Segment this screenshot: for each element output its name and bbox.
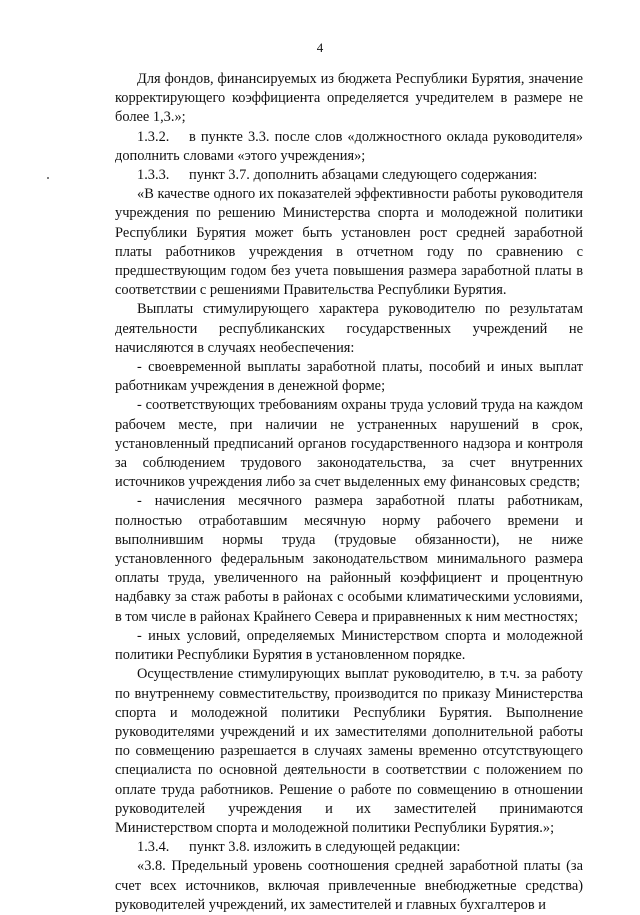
item-number: 1.3.4. — [137, 839, 170, 856]
list-item-other-conditions: - иных условий, определяемых Министерством спорта и молодежной политики Республики Бурятия в установленном порядке. — [115, 627, 583, 664]
paragraph-fund-coefficient: Для фондов, финансируемых из бюджета Республики Бурятия, значение корректирующего коэффициента определяется учредителем в размере не более 1,3.»; — [115, 71, 583, 126]
paragraph-bonus-payments-order: Осуществление стимулирующих выплат руководителю, в т.ч. за работу по внутреннему совместительству, производится по приказу Министерства спорта и молодежной политики Республики Бурятия. Выполнение руководителями учреждений и их заместителями дополнительной работы по совмещению разрешается в случаях замены временно отсутствующего специалиста по основной деятельности в соответствии с положением по оплате труда работников. Решение о работе по совмещению в отношении руководителей учреждения и их заместителей принимаются Министерством спорта и молодежной политики Республики Бурятия.»; — [115, 666, 583, 836]
list-item-timely-payment: - своевременной выплаты заработной платы, пособий и иных выплат работникам учреждения в денежной форме; — [115, 359, 583, 395]
item-text: в пункте 3.3. после слов «должностного оклада руководителя» дополнить словами «этого учреждения»; — [115, 128, 583, 164]
paragraph-item-1-3-4 — [115, 838, 583, 857]
document-body — [115, 70, 583, 915]
paragraph-item-1-3-2 — [115, 128, 583, 166]
paragraph-bonus-not-accrued: Выплаты стимулирующего характера руководителю по результатам деятельности республиканских государственных учреждений не начисляются в случаях необеспечения: — [115, 301, 583, 356]
list-item-minimum-wage: - начисления месячного размера заработной платы работникам, полностью отработавшим месячную норму рабочего времени и выполнившим нормы труда (трудовые обязанности), не ниже установленного федеральным законодательством минимального размера оплаты труда, увеличенного на районный коэффициент и процентную надбавку за стаж работы в районах с особыми климатическими условиями, в том числе в районах Крайнего Севера и приравненных к ним местностях; — [115, 493, 583, 625]
item-text: пункт 3.8. изложить в следующей редакции: — [189, 839, 461, 856]
paragraph-3-8-wage-ratio: «3.8. Предельный уровень соотношения средней заработной платы (за счет всех источников, включая привлеченные внебюджетные средства) руководителей учреждений, их заместителей и главных бухгалтеров и — [115, 858, 583, 913]
paragraph-efficiency-indicator: «В качестве одного их показателей эффективности работы руководителя учреждения по решению Министерства спорта и молодежной политики Республики Бурятия может быть установлен рост средней заработной платы работников учреждения в отчетном году по сравнению с предшествующим годом без учета повышения размера заработной платы в соответствии с решениями Правительства Республики Бурятия. — [115, 186, 583, 299]
item-text: пункт 3.7. дополнить абзацами следующего содержания: — [189, 167, 538, 184]
item-number: 1.3.2. — [137, 128, 170, 145]
paragraph-item-1-3-3 — [115, 166, 583, 185]
item-number: 1.3.3. — [137, 167, 170, 184]
list-item-labor-safety: - соответствующих требованиям охраны труда условий труда на каждом рабочем месте, при наличии не устраненных нарушений в срок, установленный предписаний органов государственного надзора и контроля за соблюдением трудового законодательства, за счет внутренних источников учреждения либо за счет выделенных ему финансовых средств; — [115, 397, 583, 491]
page-number: 4 — [316, 40, 324, 55]
scan-speck — [47, 177, 49, 179]
